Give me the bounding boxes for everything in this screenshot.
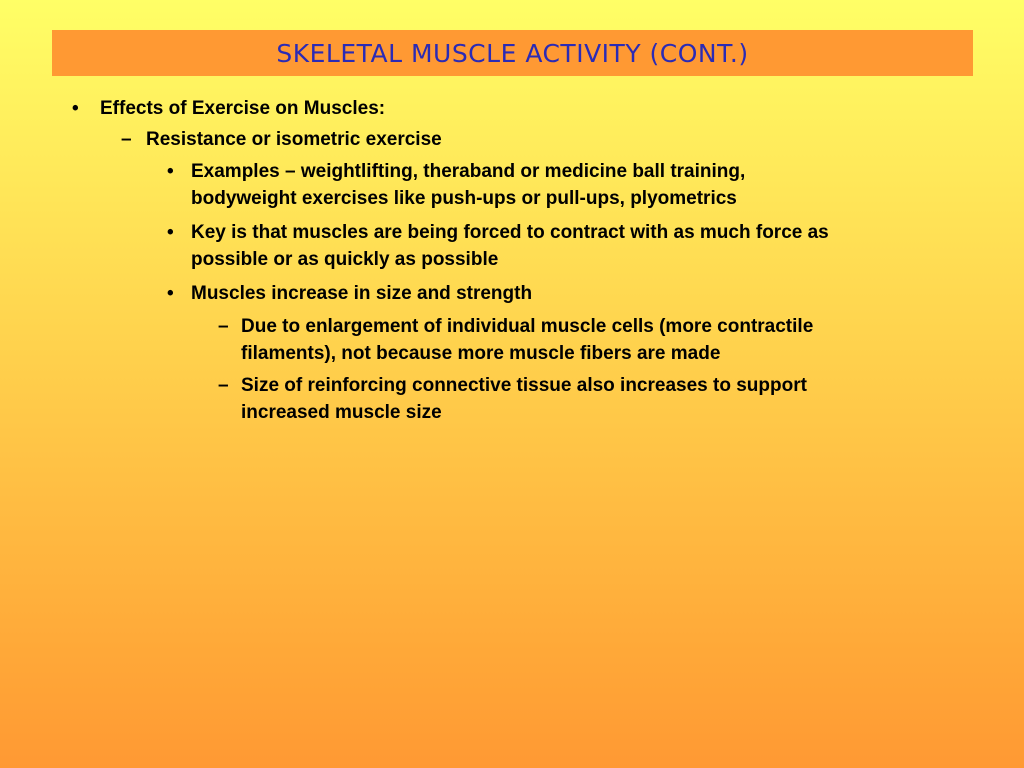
bullet-text-line-1: Key is that muscles are being forced to contract with as much force as — [191, 222, 829, 243]
bullet-marker: • — [167, 222, 174, 243]
bullet-text: Resistance or isometric exercise — [146, 129, 442, 150]
bullet-text-line-2: possible or as quickly as possible — [191, 249, 499, 270]
bullet-marker: • — [72, 98, 79, 119]
dash-marker: – — [218, 316, 229, 337]
bullet-text-line-1: Size of reinforcing connective tissue also increases to support — [241, 375, 807, 396]
bullet-text-line-1: Examples – weightlifting, theraband or medicine ball training, — [191, 161, 746, 182]
bullet-text-line-2: increased muscle size — [241, 402, 442, 423]
dash-marker: – — [218, 375, 229, 396]
bullet-text-line-2: bodyweight exercises like push-ups or pull-ups, plyometrics — [191, 188, 737, 209]
bullet-text: Effects of Exercise on Muscles: — [100, 98, 386, 119]
bullet-marker: • — [167, 161, 174, 182]
bullet-text-line-2: filaments), not because more muscle fibers are made — [241, 343, 721, 364]
dash-marker: – — [121, 129, 132, 150]
bullet-marker: • — [167, 283, 174, 304]
slide-title: SKELETAL MUSCLE ACTIVITY (CONT.) — [276, 38, 749, 68]
bullet-text-line-1: Due to enlargement of individual muscle cells (more contractile — [241, 316, 814, 337]
bullet-text: Muscles increase in size and strength — [191, 283, 533, 304]
